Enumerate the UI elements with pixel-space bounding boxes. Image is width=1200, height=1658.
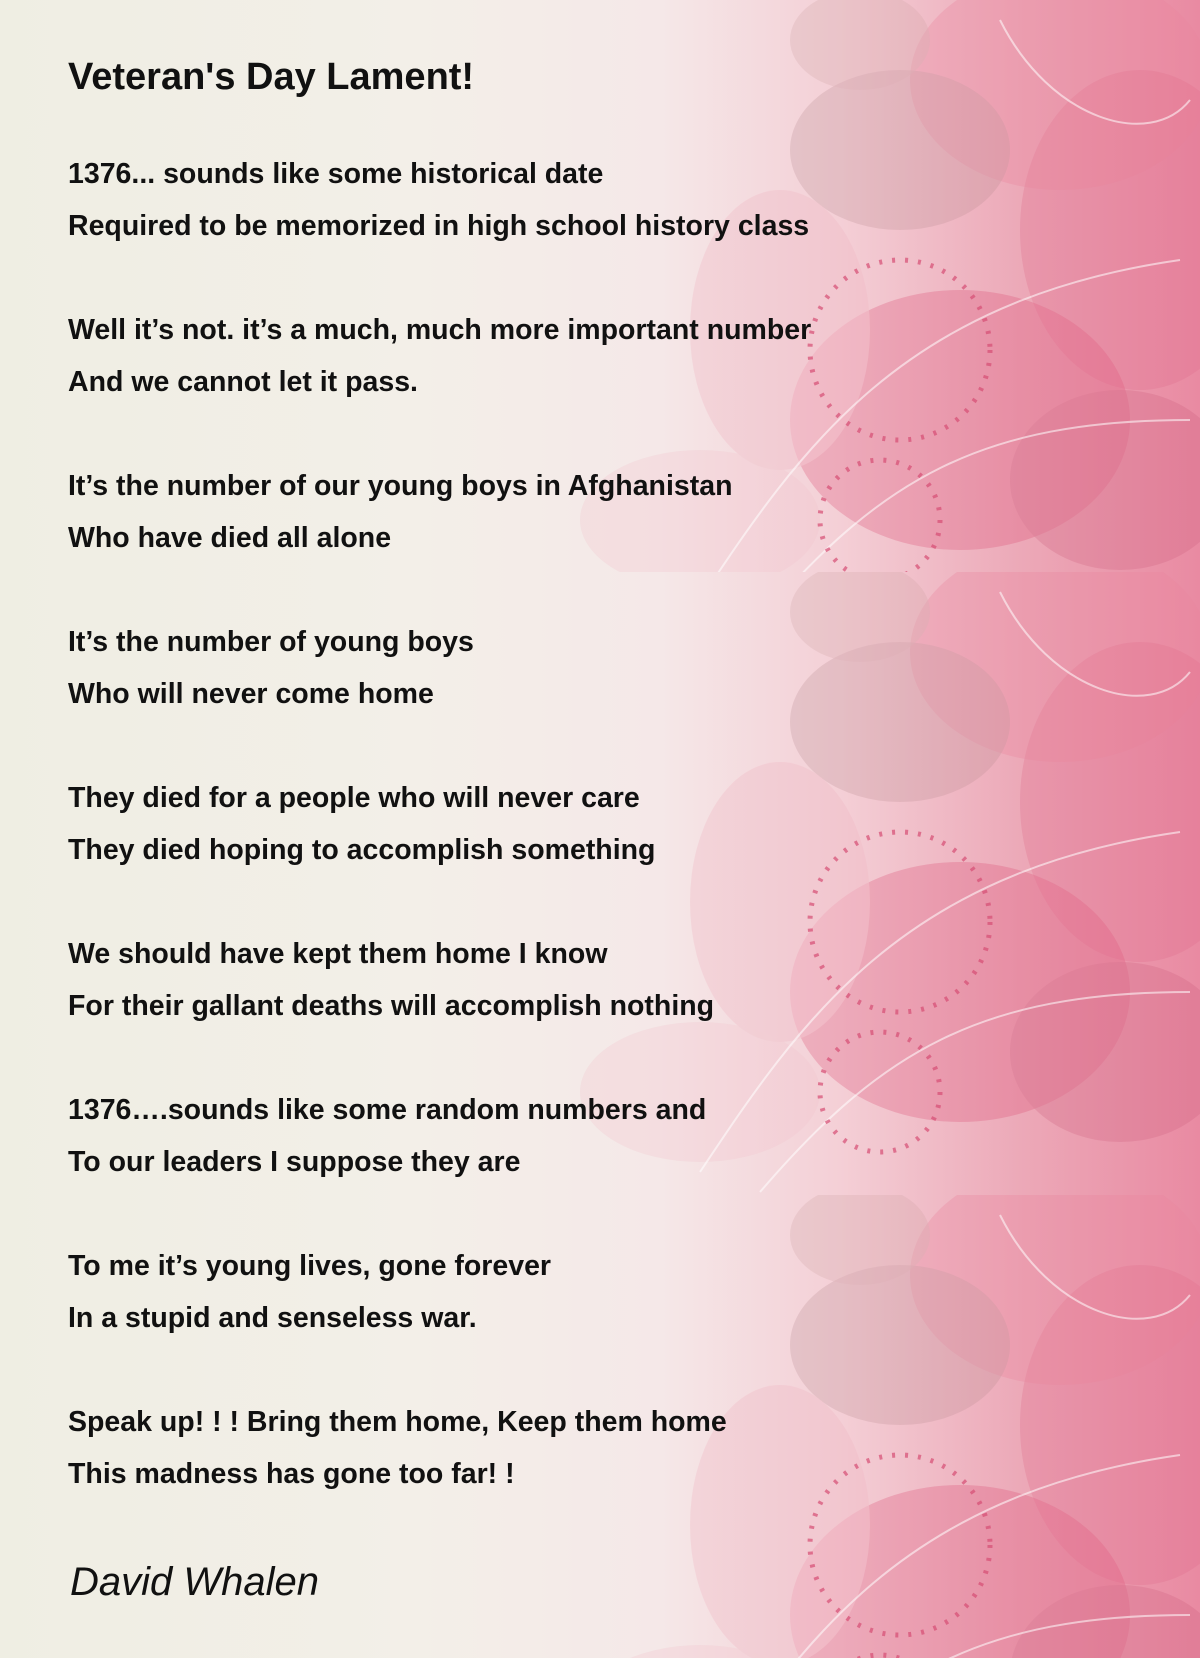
poem-line: Who have died all alone — [68, 522, 392, 554]
stanza — [68, 1396, 727, 1500]
poem-line: Required to be memorized in high school history class — [68, 210, 810, 242]
poem-line: They died hoping to accomplish something — [68, 834, 656, 866]
stanza — [68, 1240, 551, 1344]
poem-line: They died for a people who will never care — [68, 782, 640, 814]
stanza — [68, 304, 811, 408]
author-signature: David Whalen — [70, 1560, 320, 1604]
stanza — [68, 772, 655, 876]
poem-line: It’s the number of young boys — [68, 626, 474, 658]
stanza — [68, 148, 809, 252]
poem-line: Who will never come home — [68, 678, 434, 710]
poem-line: In a stupid and senseless war. — [68, 1302, 477, 1334]
poem-line: Speak up! ! ! Bring them home, Keep them home — [68, 1406, 727, 1438]
poem-line: It’s the number of our young boys in Afghanistan — [68, 470, 733, 502]
poem-line: And we cannot let it pass. — [68, 366, 418, 398]
stanza — [68, 616, 474, 720]
poem-line: We should have kept them home I know — [68, 938, 608, 970]
poem-title: Veteran's Day Lament! — [68, 56, 475, 98]
poem-line: To me it’s young lives, gone forever — [68, 1250, 552, 1282]
poem-line: This madness has gone too far! ! — [68, 1458, 515, 1490]
poem-line: Well it’s not. it’s a much, much more important number — [68, 314, 812, 346]
stanza — [68, 1084, 706, 1188]
poem-line: 1376... sounds like some historical date — [68, 158, 604, 190]
poem-line: 1376….sounds like some random numbers and — [68, 1094, 707, 1126]
stanza — [68, 460, 732, 564]
poem-line: For their gallant deaths will accomplish nothing — [68, 990, 715, 1022]
poem-line: To our leaders I suppose they are — [68, 1146, 521, 1178]
stanza — [68, 928, 714, 1032]
